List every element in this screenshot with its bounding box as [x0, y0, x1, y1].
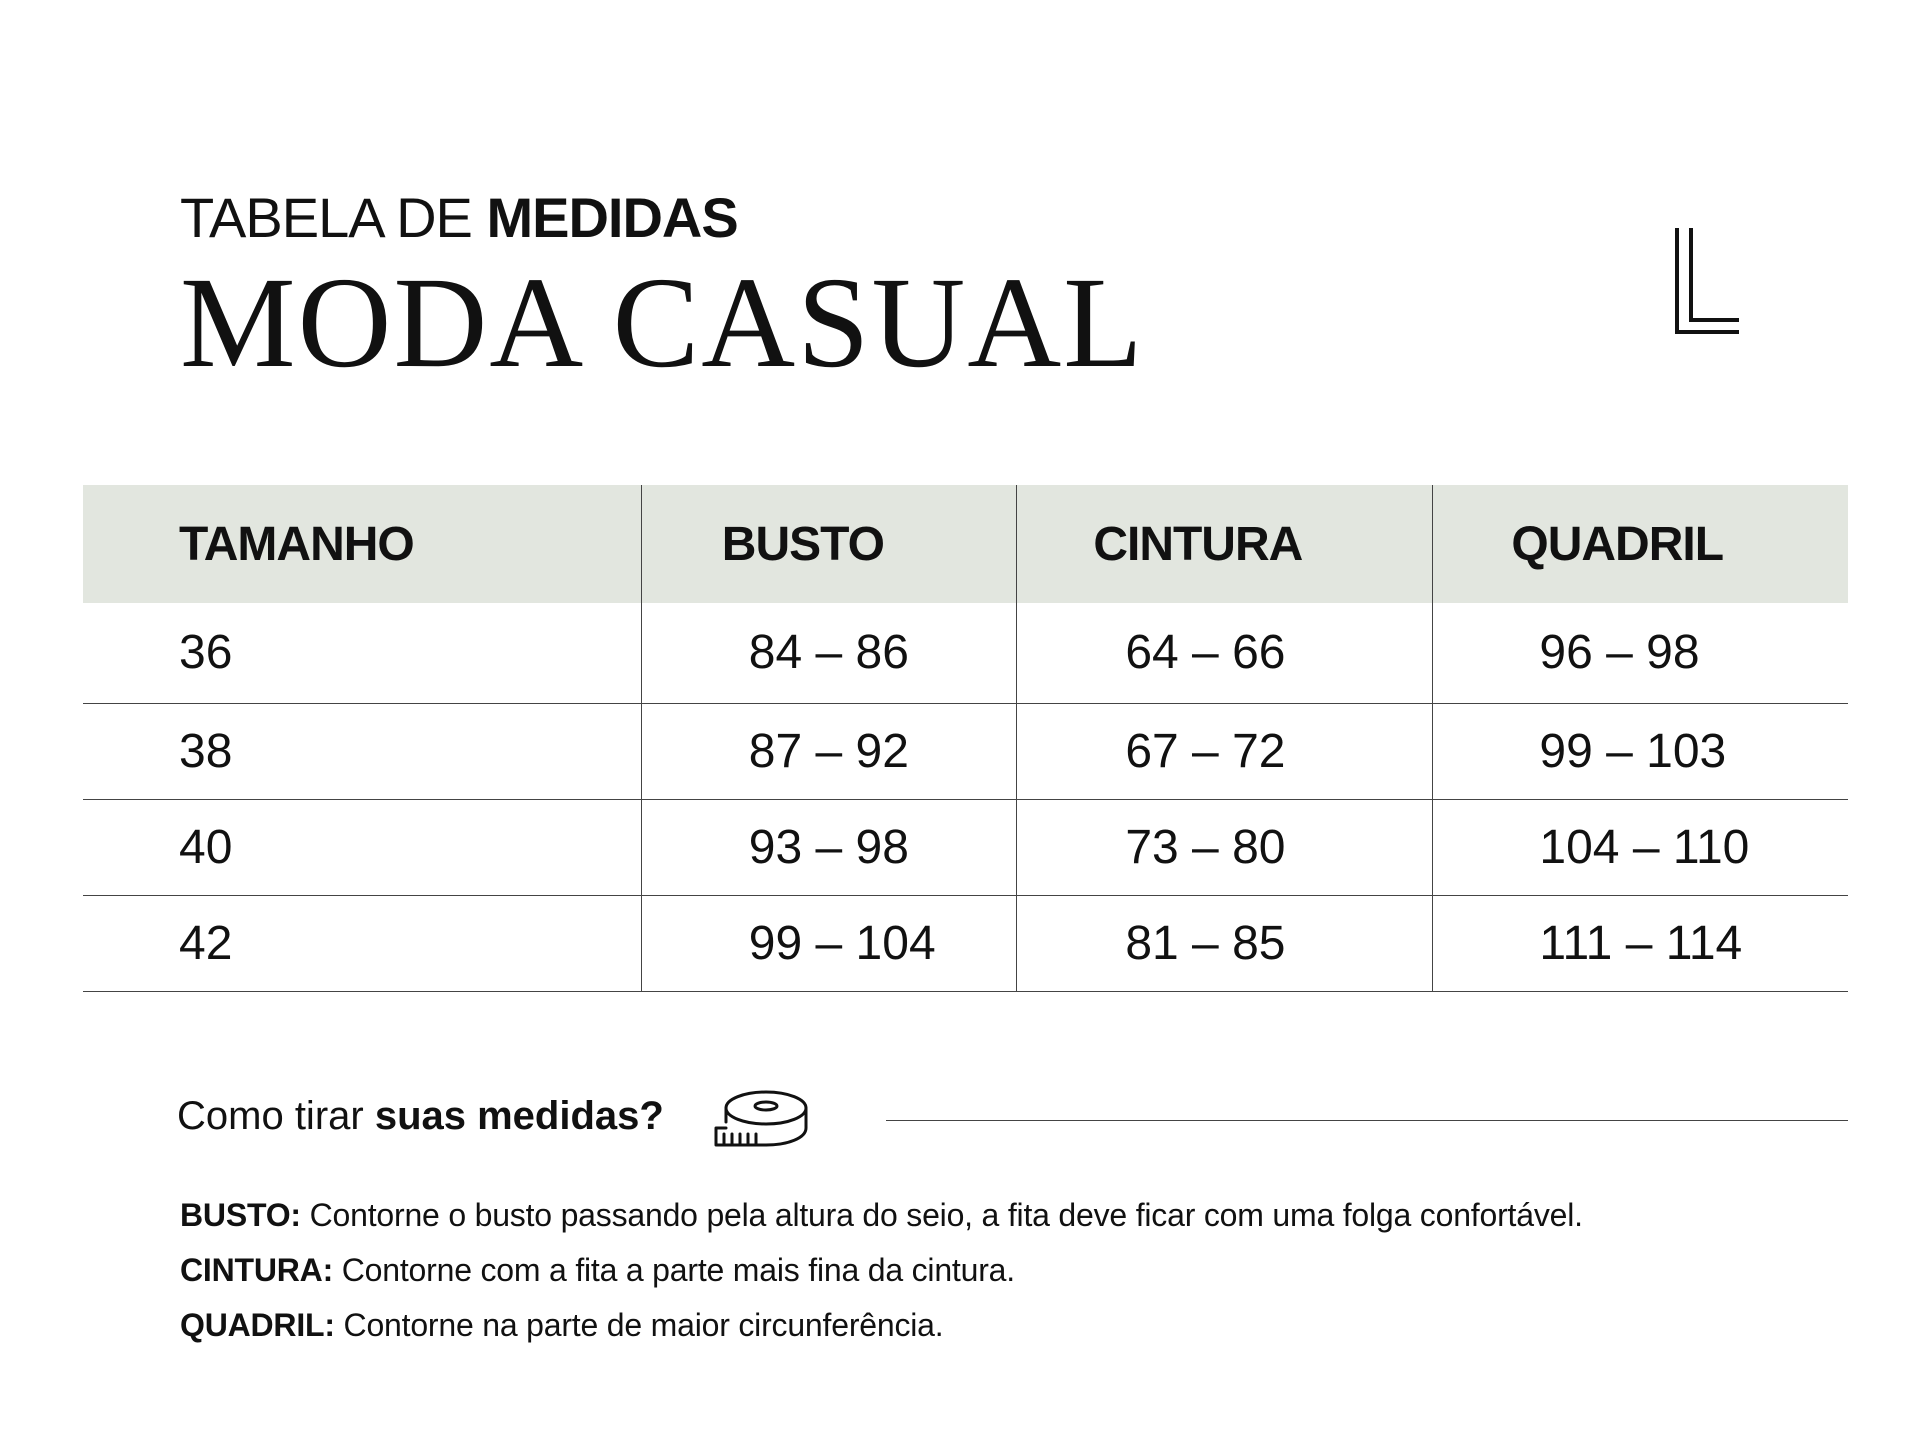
note-term: CINTURA:	[180, 1252, 334, 1288]
howto-heading	[177, 1096, 664, 1136]
column-header-busto: BUSTO	[641, 485, 1017, 603]
table-row	[83, 799, 1848, 895]
size-cell: 36	[83, 603, 641, 703]
note-busto	[180, 1188, 1583, 1243]
table-row	[83, 603, 1848, 703]
column-header-tamanho: TAMANHO	[83, 485, 641, 603]
page-title: MODA CASUAL	[180, 251, 1145, 395]
size-table	[83, 485, 1848, 992]
table-header-row	[83, 485, 1848, 603]
title-prefix: TABELA DE	[180, 186, 472, 249]
busto-cell: 84 – 86	[641, 603, 1017, 703]
column-header-quadril: QUADRIL	[1433, 485, 1848, 603]
note-term: BUSTO:	[180, 1197, 301, 1233]
busto-cell: 99 – 104	[641, 895, 1017, 991]
cintura-cell: 64 – 66	[1017, 603, 1433, 703]
note-text: Contorne com a fita a parte mais fina da cintura.	[341, 1252, 1015, 1288]
busto-cell: 87 – 92	[641, 703, 1017, 799]
size-cell: 40	[83, 799, 641, 895]
quadril-cell: 111 – 114	[1433, 895, 1848, 991]
size-cell: 42	[83, 895, 641, 991]
note-quadril	[180, 1298, 1583, 1353]
quadril-cell: 96 – 98	[1433, 603, 1848, 703]
quadril-cell: 99 – 103	[1433, 703, 1848, 799]
note-term: QUADRIL:	[180, 1307, 335, 1343]
howto-emphasis: suas medidas?	[374, 1094, 664, 1138]
busto-cell: 93 – 98	[641, 799, 1017, 895]
note-text: Contorne o busto passando pela altura do seio, a fita deve ficar com uma folga confortável.	[309, 1197, 1583, 1233]
title-subtitle	[180, 186, 738, 249]
ll-monogram-icon	[1665, 228, 1745, 338]
table-row	[83, 703, 1848, 799]
howto-prefix: Como tirar	[177, 1094, 364, 1138]
note-cintura	[180, 1243, 1583, 1298]
cintura-cell: 73 – 80	[1017, 799, 1433, 895]
title-emphasis: MEDIDAS	[486, 186, 738, 249]
quadril-cell: 104 – 110	[1433, 799, 1848, 895]
note-text: Contorne na parte de maior circunferência.	[343, 1307, 944, 1343]
size-cell: 38	[83, 703, 641, 799]
howto-divider	[886, 1120, 1848, 1121]
cintura-cell: 67 – 72	[1017, 703, 1433, 799]
measurement-notes	[180, 1188, 1583, 1353]
measuring-tape-icon	[710, 1086, 810, 1154]
table-row	[83, 895, 1848, 991]
cintura-cell: 81 – 85	[1017, 895, 1433, 991]
column-header-cintura: CINTURA	[1017, 485, 1433, 603]
